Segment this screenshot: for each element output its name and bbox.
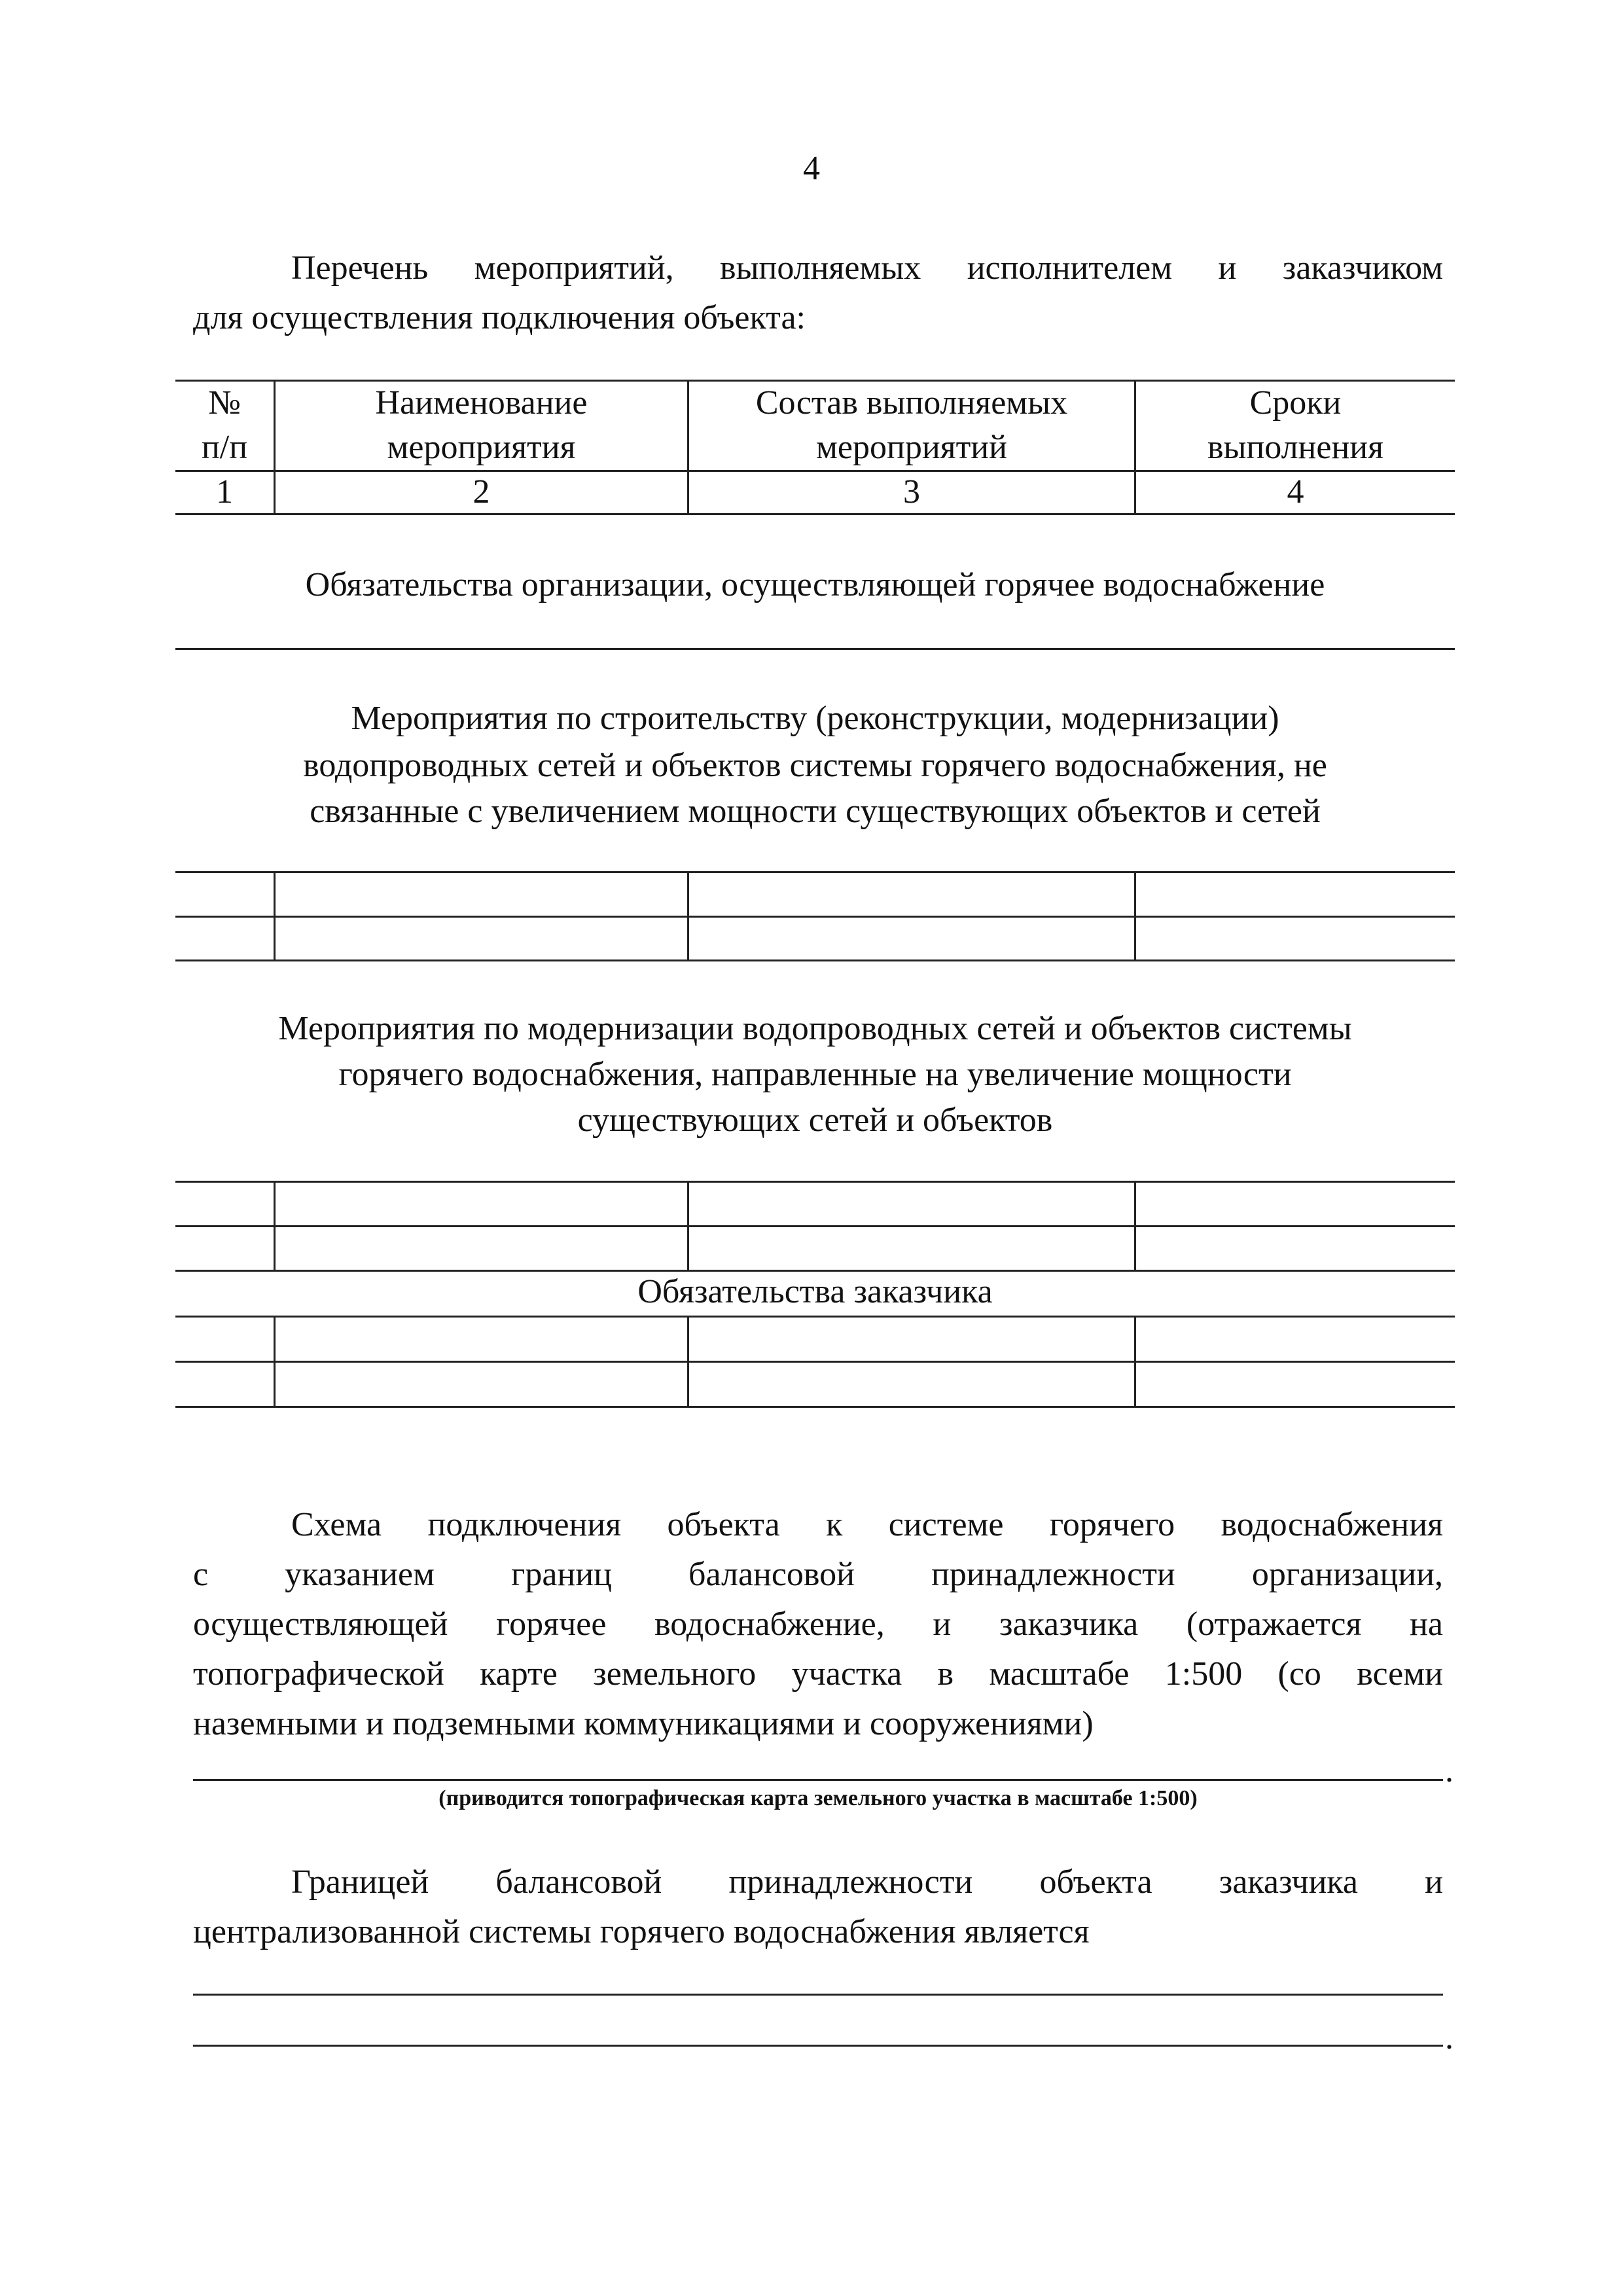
page-number: 4 [803,150,820,187]
intro-line-1: Перечень мероприятий, выполняемых исполнителем и заказчиком [291,249,1443,287]
intro-line-2: для осуществления подключения объекта: [193,299,806,336]
header-col-name-line1: Наименование [375,384,588,422]
header-col-deadline-line2: выполнения [1207,429,1384,466]
section1-title-line3: связанные с увеличением мощности существующих объектов и сетей [310,793,1321,830]
scheme-paragraph-line1: Схема подключения объекта к системе горячего водоснабжения [291,1506,1443,1543]
section2-title-line2: горячего водоснабжения, направленные на увеличение мощности [338,1056,1292,1093]
scheme-paragraph-line5: наземными и подземными коммуникациями и сооружениями) [193,1705,1094,1742]
scheme-caption: (приводится топографическая карта земельного участка в масштабе 1:500) [438,1786,1198,1810]
boundary-fill-line-2 [193,2045,1443,2047]
boundary-paragraph-line2: централизованной системы горячего водоснабжения является [193,1913,1090,1950]
section2-title-line3: существующих сетей и объектов [577,1102,1053,1139]
customer-obligations-title: Обязательства заказчика [637,1273,993,1310]
header-col-composition-line1: Состав выполняемых [755,384,1068,422]
scheme-fill-line [193,1779,1443,1781]
header-col-name-line2: мероприятия [387,429,576,466]
boundary-fill-period: . [1445,2019,1454,2056]
scheme-fill-period: . [1445,1752,1454,1789]
section1-title-line1: Мероприятия по строительству (реконструкции, модернизации) [351,700,1279,737]
header-col-number-line1: № [208,384,241,422]
boundary-paragraph-line1: Границей балансовой принадлежности объекта заказчика и [291,1863,1443,1901]
column-number-1: 1 [216,473,233,511]
header-col-composition-line2: мероприятий [816,429,1007,466]
header-col-deadline-line1: Сроки [1249,384,1342,422]
org-obligations-title: Обязательства организации, осуществляющей горячее водоснабжение [305,566,1325,603]
scheme-paragraph-line2: с указанием границ балансовой принадлежности организации, [193,1556,1443,1593]
section1-title-line2: водопроводных сетей и объектов системы горячего водоснабжения, не [303,747,1327,784]
header-col-number-line2: п/п [201,429,248,466]
boundary-fill-line-1 [193,1994,1443,1996]
scheme-paragraph-line4: топографической карте земельного участка в масштабе 1:500 (со всеми [193,1655,1443,1693]
org-obligations-rule [175,648,1455,650]
column-number-4: 4 [1287,473,1304,511]
scheme-paragraph-line3: осуществляющей горячее водоснабжение, и заказчика (отражается на [193,1605,1443,1643]
section2-title-line1: Мероприятия по модернизации водопроводных сетей и объектов системы [278,1010,1352,1047]
column-number-2: 2 [473,473,490,511]
column-number-3: 3 [903,473,920,511]
